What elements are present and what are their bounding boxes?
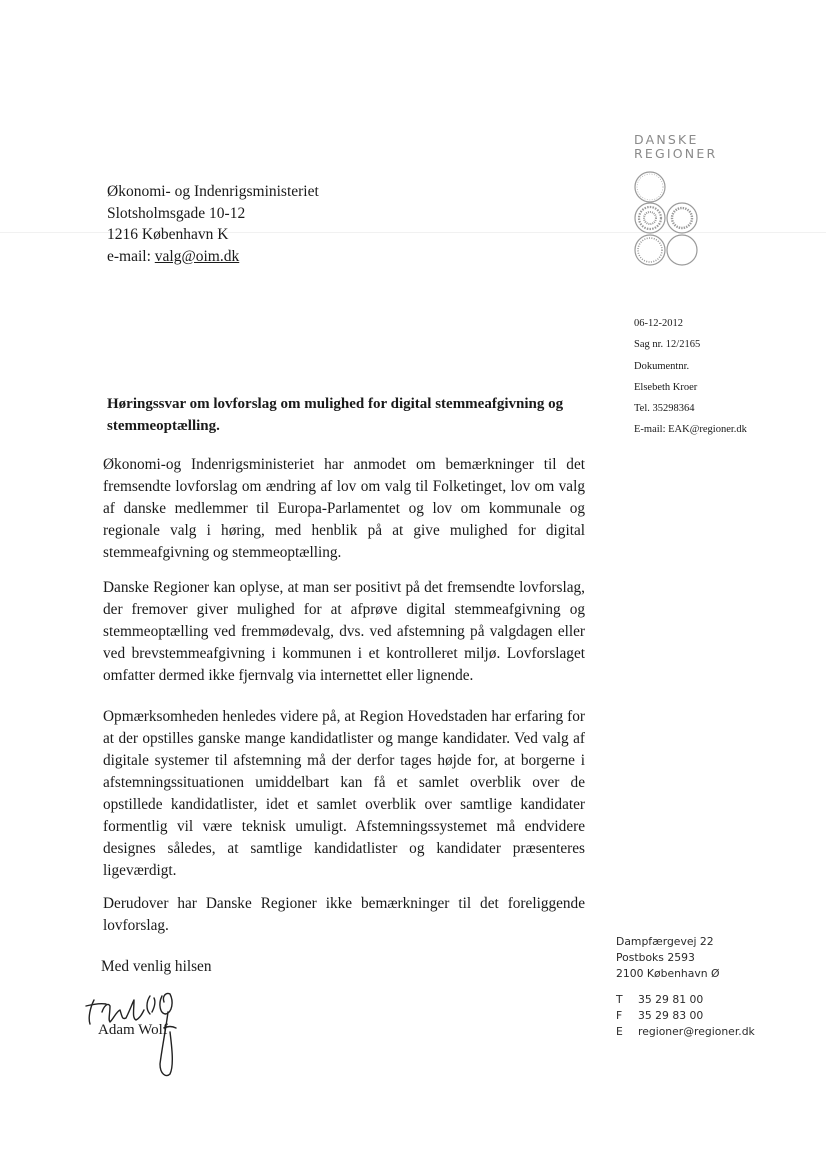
letter-subject: Høringssvar om lovforslag om mulighed for digital stemmeafgivning og stemmeoptælling.: [107, 396, 564, 434]
contact-phone: [616, 992, 755, 1008]
recipient-email-label: e-mail:: [107, 247, 151, 265]
contact-email-value[interactable]: regioner@regioner.dk: [638, 1025, 755, 1038]
body-paragraph-3: Opmærksomheden henledes videre på, at Region Hovedstaden har erfaring for at der opstilles ganske mange kandidatlister og mange kandidater. Ved valg af digitale systemer til afstemning må der derfor tages højde for, at borgerne i afstemningssituationen umiddelbart kan få et samlet overblik over de opstillede kandidatlister, idet et samlet overblik over samtlige kandidater formentlig vil være teknisk umuligt. Afstemningssystemet må endvidere designes således, at samtlige kandidatlister og kandidater præsenteres ligeværdigt.: [103, 708, 585, 879]
recipient-street: Slotsholmsgade 10-12: [107, 204, 246, 222]
contact-email-label: E: [616, 1025, 623, 1038]
body-paragraph-2: Danske Regioner kan oplyse, at man ser positivt på det fremsendte lovforslag, der fremover giver mulighed for at afprøve digital stemmeafgivning og stemmeoptælling ved fremmødevalg, dvs. ved afstemning på valgdagen eller ved brevstemmeafgivning i kommunen i et kontrolleret miljø. Lovforslaget omfatter dermed ikke fjernvalg via internettet eller lignende.: [103, 579, 585, 684]
recipient-email-link[interactable]: valg@oim.dk: [154, 247, 240, 265]
contact-fax-label: F: [616, 1009, 623, 1022]
contact-fax-value: 35 29 83 00: [638, 1009, 704, 1022]
letter-meta: [634, 313, 747, 441]
footer-address-line-1: Dampfærgevej 22: [616, 935, 714, 948]
recipient-name: Økonomi- og Indenrigsministeriet: [107, 183, 319, 200]
contact-email: [616, 1024, 755, 1040]
logo-line-1: DANSKE: [634, 132, 699, 147]
footer-address-line-2: Postboks 2593: [616, 951, 695, 964]
meta-docnr: Dokumentnr.: [634, 360, 690, 372]
contact-fax: [616, 1008, 755, 1024]
recipient-email-line: [107, 246, 319, 268]
meta-case: Sag nr. 12/2165: [634, 339, 701, 351]
logo-wordmark: [634, 133, 717, 161]
body-paragraph-4: Derudover har Danske Regioner ikke bemærkninger til det foreliggende lovforslag.: [103, 895, 585, 934]
footer-address-line-3: 2100 København Ø: [616, 967, 720, 980]
meta-author: Elsebeth Kroer: [634, 381, 698, 393]
closing-greeting: Med venlig hilsen: [101, 958, 212, 975]
body-paragraph-1: Økonomi-og Indenrigsministeriet har anmodet om bemærkninger til det fremsendte lovforslag om ændring af lov om valg til Folketinget, lov om valg af danske medlemmer til Europa-Parlamentet og lov om kommunale og regionale valg i høring, med henblik på at give mulighed for digital stemmeafgivning og stemmeoptælling.: [103, 456, 585, 561]
contact-phone-label: T: [616, 993, 623, 1006]
recipient-address: [107, 181, 319, 267]
recipient-city: 1216 København K: [107, 226, 229, 243]
meta-email: E-mail: EAK@regioner.dk: [634, 424, 747, 436]
meta-tel: Tel. 35298364: [634, 403, 695, 415]
contact-phone-value: 35 29 81 00: [638, 993, 704, 1006]
footer-address: [616, 934, 720, 982]
footer-contacts: [616, 992, 755, 1040]
meta-date: 06-12-2012: [634, 318, 683, 329]
signatory-name: Adam Wolf: [98, 1022, 168, 1038]
logo-line-2: REGIONER: [634, 146, 718, 161]
logo-circles-icon: [630, 170, 710, 270]
